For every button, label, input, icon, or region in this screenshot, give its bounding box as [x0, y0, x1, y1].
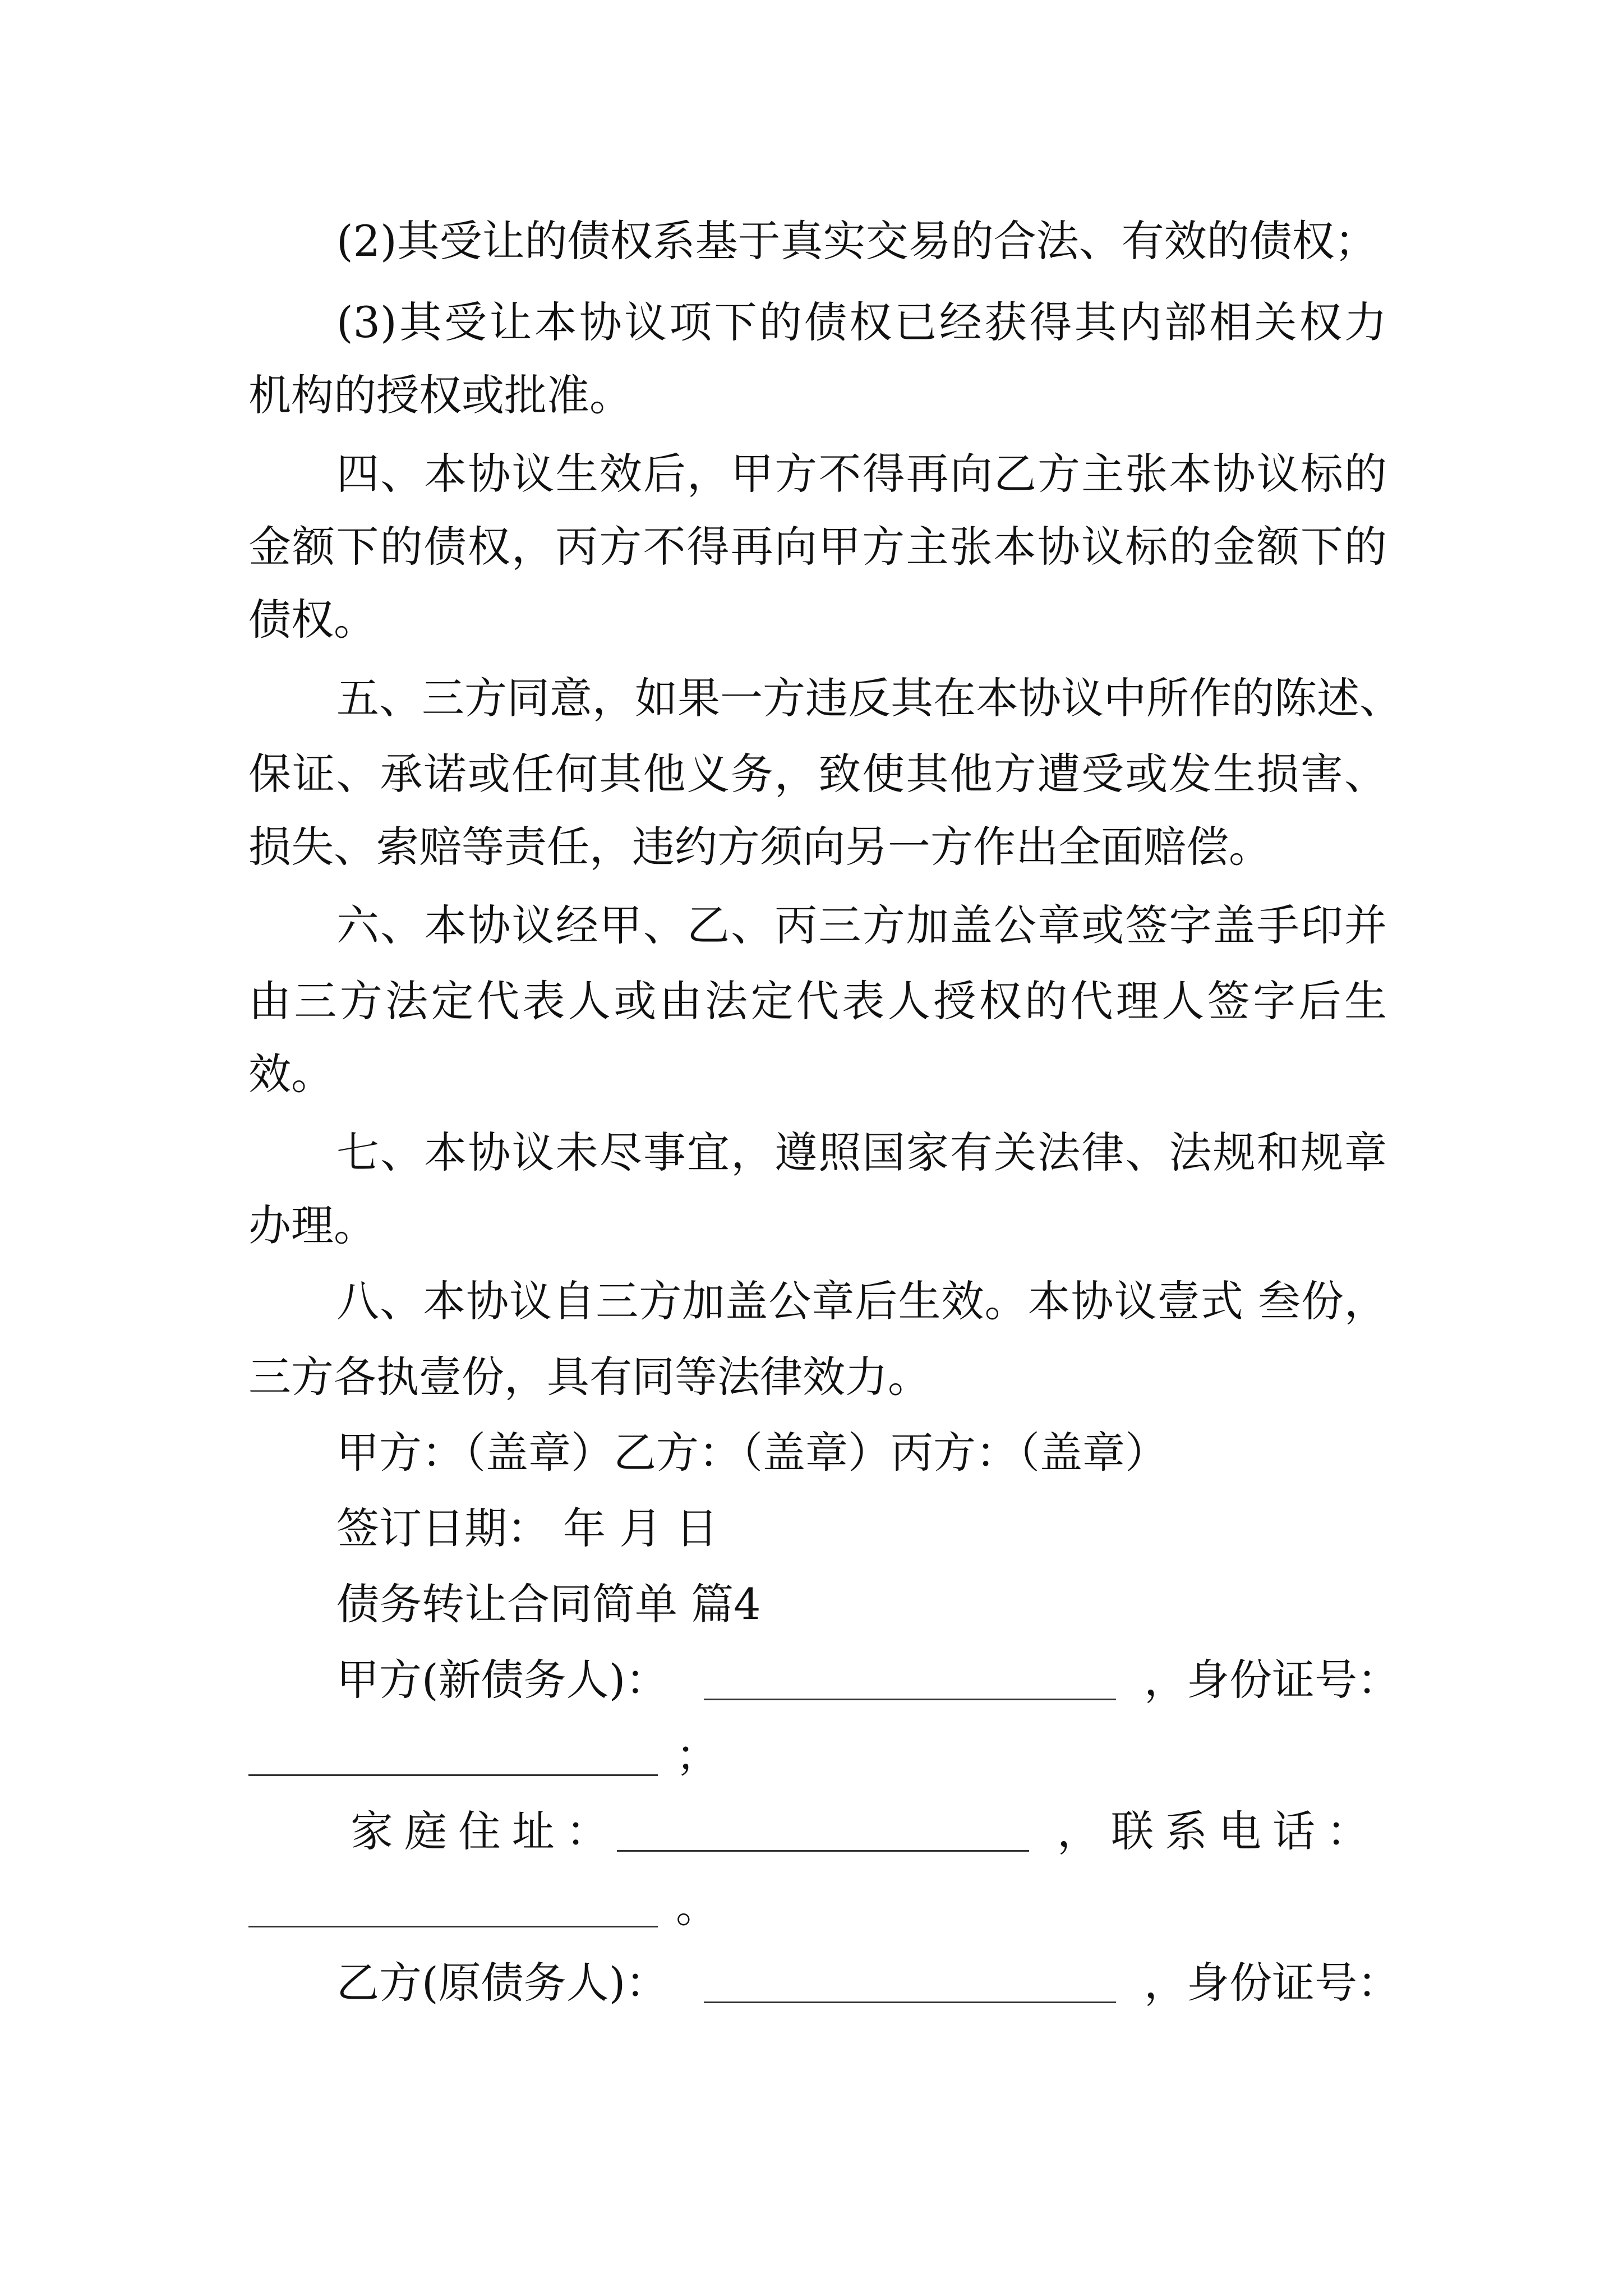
paragraph-line: 债权。 [248, 595, 376, 645]
party-a-label: 甲方(新债务人)： [336, 1655, 668, 1705]
paragraph-line: 办理。 [248, 1200, 376, 1250]
section-title: 债务转让合同简单 篇4 [336, 1579, 761, 1629]
paragraph-line: (2)其受让的债权系基于真实交易的合法、有效的债权； [336, 216, 1377, 266]
period: 。 [676, 1882, 718, 1932]
address-label: 家庭住址： [351, 1806, 620, 1856]
paragraph-line: 损失、索赔等责任，违约方须向另一方作出全面赔偿。 [248, 822, 1271, 872]
signature-line: 甲方：（盖章）乙方：（盖章）丙方：（盖章） [336, 1428, 1168, 1478]
phone-blank[interactable] [248, 1926, 658, 1927]
paragraph-line: 由三方法定代表人或由法定代表人授权的代理人签字后生 [248, 976, 1387, 1026]
paragraph-line: 七、本协议未尽事宜，遵照国家有关法律、法规和规章 [336, 1128, 1387, 1177]
id-number-label: ，身份证号： [1144, 1655, 1400, 1705]
paragraph-line: 效。 [248, 1049, 334, 1099]
paragraph-line: 五、三方同意，如果一方违反其在本协议中所作的陈述、 [336, 673, 1402, 723]
paragraph-line: 金额下的债权，丙方不得再向甲方主张本协议标的金额下的 [248, 522, 1387, 572]
date-line: 签订日期： 年 月 日 [336, 1503, 718, 1553]
party-a-id-blank[interactable] [248, 1774, 658, 1776]
paragraph-line: 保证、承诺或任何其他义务，致使其他方遭受或发生损害、 [248, 749, 1387, 799]
paragraph-line: 六、本协议经甲、乙、丙三方加盖公章或签字盖手印并 [336, 900, 1387, 950]
paragraph-line: 四、本协议生效后，甲方不得再向乙方主张本协议标的 [336, 449, 1387, 499]
paragraph-line: 八、本协议自三方加盖公章后生效。本协议壹式 叁份， [336, 1276, 1387, 1326]
party-a-name-blank[interactable] [704, 1699, 1116, 1700]
paragraph-line: 机构的授权或批准。 [248, 370, 632, 420]
address-blank[interactable] [617, 1850, 1029, 1852]
party-b-label: 乙方(原债务人)： [336, 1958, 668, 2008]
semicolon: ； [676, 1731, 718, 1780]
paragraph-line: (3)其受让本协议项下的债权已经获得其内部相关权力 [336, 297, 1387, 347]
phone-label: ，联系电话： [1057, 1806, 1380, 1856]
id-number-label-2: ，身份证号： [1144, 1958, 1400, 2008]
paragraph-line: 三方各执壹份，具有同等法律效力。 [248, 1352, 930, 1402]
party-b-name-blank[interactable] [704, 2001, 1116, 2003]
